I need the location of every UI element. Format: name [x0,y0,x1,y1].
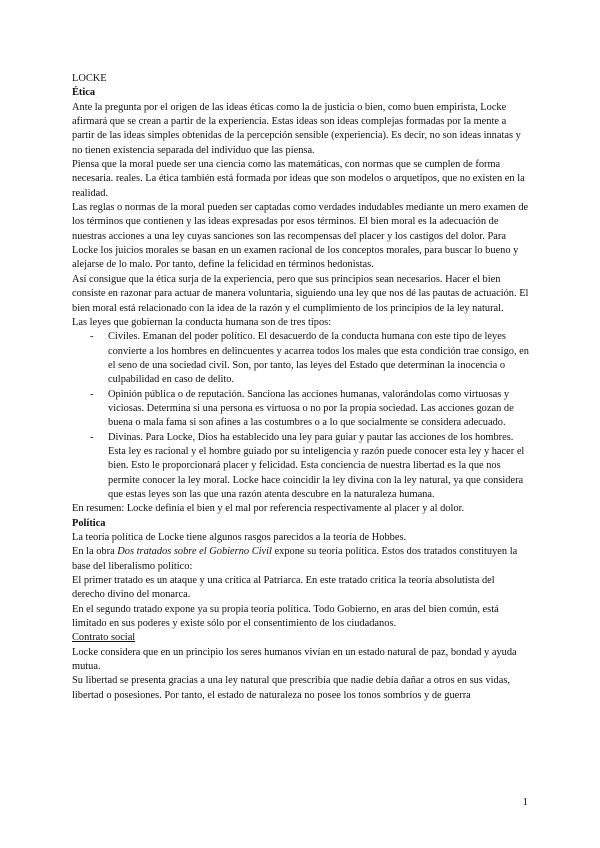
law-types-list [72,330,530,502]
section-heading-politica: Política [72,517,106,529]
document-page [72,72,530,703]
paragraph: Locke considera que en un principio los seres humanos vivían en un estado natural de paz, bondad y ayuda mutua. [72,646,517,673]
list-item-opinion-publica [72,388,530,431]
list-item-text: Opinión pública o de reputación. Sanciona las acciones humanas, valorándolas como virtuosas y viciosas. Determina si una persona es virtuosa o no por la propia sociedad. Las acciones gozan de buena o mala fama si son afines a las costumbres o a lo que socialmente se considera adecuado. [108,388,514,429]
list-dash: - [90,388,94,400]
paragraph: Piensa que la moral puede ser una ciencia como las matemáticas, con normas que se cumplen de forma necesaria. reales. La ética también está formada por ideas que son modelos o arquetipos, que no existen en la realidad. [72,159,525,199]
document-title: LOCKE [72,73,107,84]
page-number: 1 [522,796,528,808]
paragraph: El primer tratado es un ataque y una crítica al Patriarca. En este tratado critica la teoría absolutista del derecho divino del monarca. [72,575,495,601]
section-heading-contrato-social: Contrato social [72,632,136,644]
list-item-text: Divinas. Para Locke, Dios ha establecido una ley para guiar y pautar las acciones de los hombres. Esta ley es racional y el hombre guiado por su inteligencia y razón puede conocer esta ley y hacer el bien. Esto le proporcionará placer y felicidad. Esta conciencia de nuestra libertad es la que nos permite conocer la ley moral. Locke hace coincidir la ley divina con la ley natural, ya que considera que estas leyes son las que una razón atenta descubre en la naturaleza humana. [108,431,525,500]
list-dash: - [90,331,94,343]
paragraph: Su libertad se presenta gracias a una ley natural que prescribía que nadie debía dañar a otros en sus vidas, libertad o posesiones. Por tanto, el estado de naturaleza no posee los tonos sombríos y de guerra [72,675,510,701]
section-heading-etica: Ética [72,87,96,99]
text-run: En la obra [72,546,118,558]
text-run: expone su teoría política. Estos dos tratados constituyen la base del liberalismo político: [72,546,518,572]
book-title: Dos tratados sobre el Gobierno Civil [117,546,272,558]
paragraph-summary: En resumen: Locke definía el bien y el mal por referencia respectivamente al placer y al dolor. [72,503,465,515]
paragraph: Las reglas o normas de la moral pueden ser captadas como verdades indudables mediante un mero examen de los términos que contienen y las ideas expresadas por esos términos. El bien moral es la adecuación de nuestras acciones a una ley cuyas sanciones son las recompensas del placer y los castigos del dolor. Para Locke los juicios morales se basan en un examen racional de los conceptos morales, para buscar lo bueno y alejarse de lo malo. Por tanto, define la felicidad en términos hedonistas. [72,202,529,271]
paragraph: Así consigue que la ética surja de la experiencia, pero que sus principios sean necesarios. Hacer el bien consiste en razonar para actuar de manera voluntaria, siguiendo una ley que nos dé las pautas de actuación. El bien moral está relacionado con la idea de la razón y el cumplimiento de los principios de la ley natural. [72,273,529,314]
paragraph: Ante la pregunta por el origen de las ideas éticas como la de justicia o bien, como buen empirista, Locke afirmará que se crean a partir de la experiencia. Estas ideas son ideas complejas formadas por la mente a partir de las ideas simples obtenidas de la percepción sensible (experiencia). Es decir, no son ideas innatas y no tienen existencia separada del individuo que las piensa. [72,101,521,156]
list-dash: - [90,431,94,443]
paragraph: En el segundo tratado expone ya su propia teoría política. Todo Gobierno, en aras del bien común, está limitado en sus poderes y existe sólo por el consentimiento de los ciudadanos. [72,603,499,630]
paragraph [72,545,530,574]
list-item-civiles [72,330,530,387]
paragraph: Las leyes que gobiernan la conducta humana son de tres tipos: [72,316,332,328]
list-item-text: Civiles. Emanan del poder político. El desacuerdo de la conducta humana con este tipo de leyes convierte a los hombres en delincuentes y acarrea todos los males que esta condición trae consigo, en el seno de una sociedad civil. Son, por tanto, las leyes del Estado que determinan la inocencia o culpabilidad en caso de delito. [108,331,529,386]
paragraph: La teoría política de Locke tiene algunos rasgos parecidos a la teoría de Hobbes. [72,532,407,543]
list-item-divinas [72,431,530,503]
